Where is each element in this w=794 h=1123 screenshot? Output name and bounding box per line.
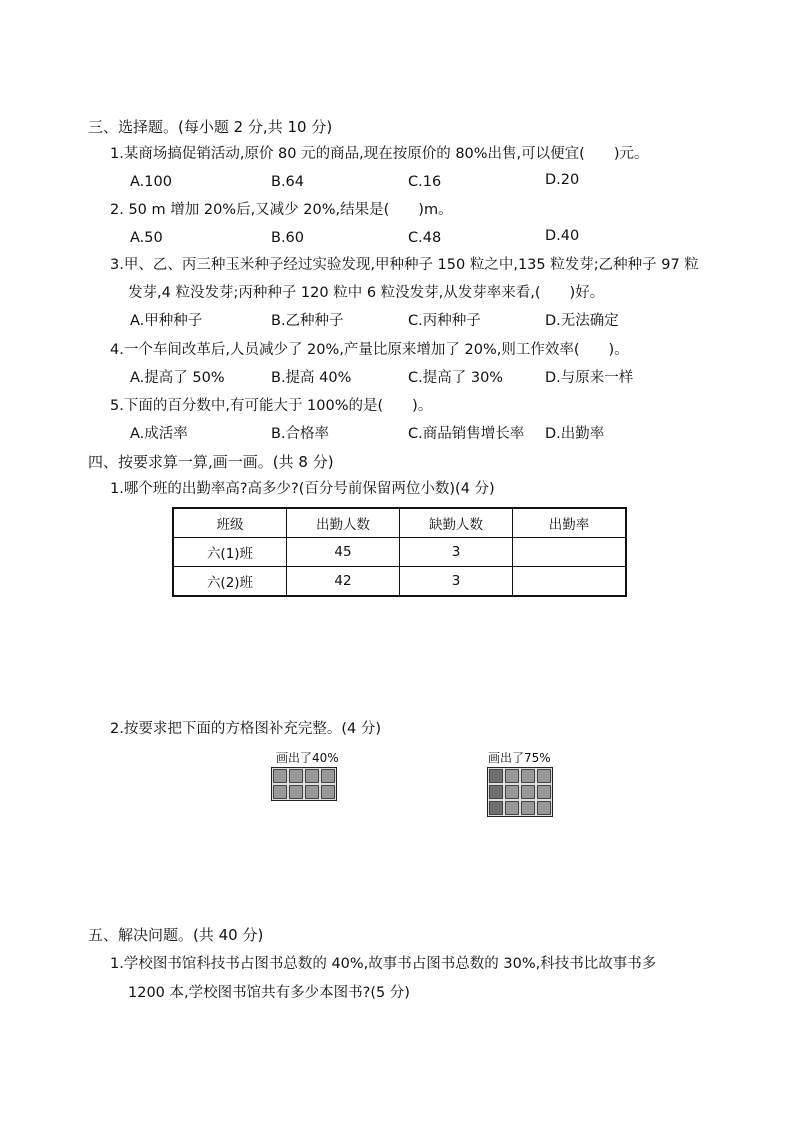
grid-cell <box>273 769 287 783</box>
q3-3-line2: 发芽,4 粒没发芽;丙种种子 120 粒中 6 粒没发芽,从发芽率来看,( )好。 <box>128 285 605 301</box>
q3-1-text: 1.某商场搞促销活动,原价 80 元的商品,现在按原价的 80%出售,可以便宜( )元。 <box>110 146 649 162</box>
grid-cell <box>289 785 303 799</box>
grid-75-percent <box>487 767 553 817</box>
header-absent: 缺勤人数 <box>400 508 513 538</box>
q3-5-option-b: B.合格率 <box>271 426 330 442</box>
q4-2-text: 2.按要求把下面的方格图补充完整。(4 分) <box>110 721 381 737</box>
q3-2-text: 2. 50 m 增加 20%后,又减少 20%,结果是( )m。 <box>110 202 453 218</box>
grid-cell <box>489 785 503 799</box>
grid-cell <box>537 801 551 815</box>
grid-cell <box>521 801 535 815</box>
grid-40-percent <box>271 767 337 801</box>
q5-1-line2: 1200 本,学校图书馆共有多少本图书?(5 分) <box>128 985 410 1001</box>
q3-5-option-a: A.成活率 <box>130 426 188 442</box>
section4-title: 四、按要求算一算,画一画。(共 8 分) <box>88 453 334 471</box>
cell-class: 六(2)班 <box>173 567 287 597</box>
grid2-label: 画出了75% <box>488 751 551 765</box>
q3-3-option-b: B.乙种种子 <box>271 313 344 329</box>
grid-cell <box>505 769 519 783</box>
grid-cell <box>489 769 503 783</box>
q4-1-text: 1.哪个班的出勤率高?高多少?(百分号前保留两位小数)(4 分) <box>110 481 495 497</box>
table-header-row <box>173 508 626 538</box>
section3-title: 三、选择题。(每小题 2 分,共 10 分) <box>88 118 333 136</box>
grid-cell <box>489 801 503 815</box>
q3-1-option-a: A.100 <box>130 174 172 190</box>
grid-cell <box>321 769 335 783</box>
grid-cell <box>305 785 319 799</box>
q3-1-option-c: C.16 <box>408 174 442 190</box>
q3-2-option-c: C.48 <box>408 230 442 246</box>
cell-present: 45 <box>287 538 400 567</box>
grid-cell <box>305 769 319 783</box>
grid1-label: 画出了40% <box>276 751 339 765</box>
q3-2-option-d: D.40 <box>545 228 580 244</box>
grid-cell <box>537 785 551 799</box>
header-present: 出勤人数 <box>287 508 400 538</box>
grid-cell <box>537 769 551 783</box>
q3-4-option-a: A.提高了 50% <box>130 370 225 386</box>
q3-4-option-c: C.提高了 30% <box>408 370 504 386</box>
q3-1-option-b: B.64 <box>271 174 305 190</box>
table-row <box>173 538 626 567</box>
q3-3-option-a: A.甲种种子 <box>130 313 203 329</box>
attendance-table <box>172 507 627 597</box>
grid-cell <box>289 769 303 783</box>
q3-4-option-d: D.与原来一样 <box>545 370 634 386</box>
grid-cell <box>321 785 335 799</box>
cell-rate-answer <box>513 567 627 597</box>
q3-4-text: 4.一个车间改革后,人员减少了 20%,产量比原来增加了 20%,则工作效率( )。 <box>110 342 629 358</box>
q3-3-option-c: C.丙种种子 <box>408 313 481 329</box>
q3-1-option-d: D.20 <box>545 172 580 188</box>
cell-present: 42 <box>287 567 400 597</box>
q3-5-text: 5.下面的百分数中,有可能大于 100%的是( )。 <box>110 398 433 414</box>
grid-cell <box>521 769 535 783</box>
grid-cell <box>273 785 287 799</box>
q3-5-option-c: C.商品销售增长率 <box>408 426 525 442</box>
cell-rate-answer <box>513 538 627 567</box>
header-class: 班级 <box>173 508 287 538</box>
cell-class: 六(1)班 <box>173 538 287 567</box>
section5-title: 五、解决问题。(共 40 分) <box>88 926 264 944</box>
cell-absent: 3 <box>400 538 513 567</box>
table-row <box>173 567 626 597</box>
grid-cell <box>521 785 535 799</box>
q3-2-option-a: A.50 <box>130 230 163 246</box>
grid-cell <box>505 801 519 815</box>
q3-2-option-b: B.60 <box>271 230 305 246</box>
q3-3-option-d: D.无法确定 <box>545 313 619 329</box>
header-rate: 出勤率 <box>513 508 627 538</box>
q3-3-line1: 3.甲、乙、丙三种玉米种子经过实验发现,甲种种子 150 粒之中,135 粒发芽;乙种种子 97 粒 <box>110 257 699 273</box>
q3-5-option-d: D.出勤率 <box>545 426 605 442</box>
cell-absent: 3 <box>400 567 513 597</box>
q5-1-line1: 1.学校图书馆科技书占图书总数的 40%,故事书占图书总数的 30%,科技书比故事书多 <box>110 956 657 972</box>
grid-cell <box>505 785 519 799</box>
q3-4-option-b: B.提高 40% <box>271 370 352 386</box>
